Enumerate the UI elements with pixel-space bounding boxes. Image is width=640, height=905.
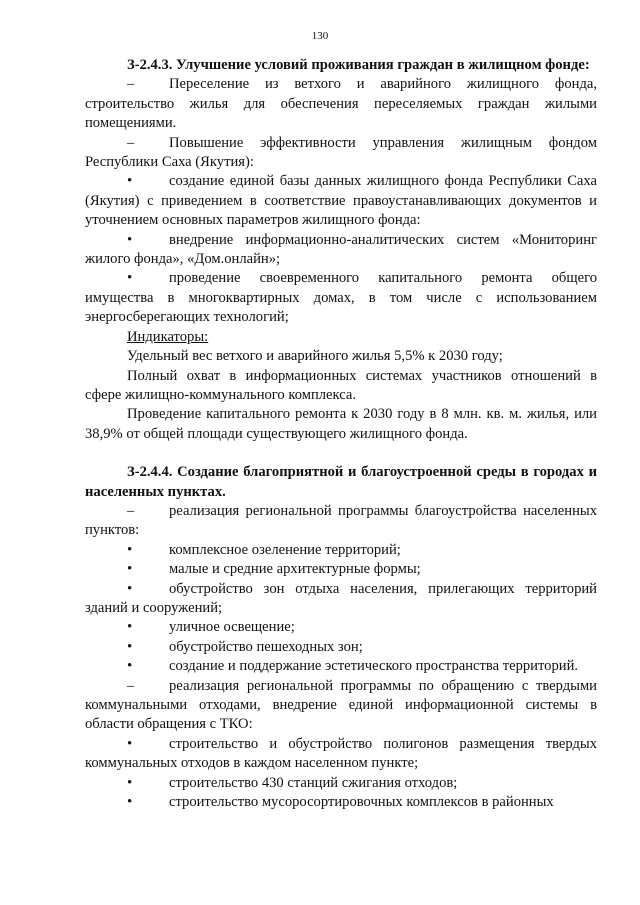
- list-item: •строительство 430 станций сжигания отходов;: [85, 774, 597, 793]
- bullet-icon: [127, 231, 169, 250]
- list-item: –Повышение эффективности управления жилищным фондом Республики Саха (Якутия):: [85, 134, 597, 173]
- bullet-icon: [127, 172, 169, 191]
- bullet-icon: [127, 269, 169, 288]
- list-item: •обустройство зон отдыха населения, прилегающих территорий зданий и сооружений;: [85, 580, 597, 619]
- list-item: •внедрение информационно-аналитических систем «Мониторинг жилого фонда», «Дом.онлайн»;: [85, 231, 597, 270]
- page-number: 130: [311, 30, 329, 42]
- section-heading: З-2.4.4. Создание благоприятной и благоустроенной среды в городах и населенных пунктах.: [85, 464, 597, 500]
- indicator-item: Полный охват в информационных системах участников отношений в сфере жилищно-коммунального комплекса.: [85, 367, 597, 403]
- list-item: •обустройство пешеходных зон;: [85, 638, 597, 657]
- list-item: –реализация региональной программы благоустройства населенных пунктов:: [85, 502, 597, 541]
- dash-marker: [127, 75, 169, 94]
- indicator-item: Проведение капитального ремонта к 2030 году в 8 млн. кв. м. жилья, или 38,9% от общей площади существующего жилищного фонда.: [85, 406, 597, 442]
- bullet-icon: [127, 638, 169, 657]
- dash-marker: [127, 134, 169, 153]
- indicators-title: Индикаторы:: [127, 328, 209, 345]
- list-item: •малые и средние архитектурные формы;: [85, 560, 597, 579]
- page-body: [85, 56, 597, 812]
- bullet-icon: [127, 580, 169, 599]
- list-item: •строительство мусоросортировочных комплексов в районных: [85, 793, 597, 812]
- list-item: •комплексное озеленение территорий;: [85, 541, 597, 560]
- section-heading: З-2.4.3. Улучшение условий проживания граждан в жилищном фонде:: [127, 57, 590, 73]
- bullet-icon: [127, 657, 169, 676]
- bullet-icon: [127, 774, 169, 793]
- list-item: •уличное освещение;: [85, 618, 597, 637]
- section-gap: [85, 444, 597, 463]
- bullet-icon: [127, 735, 169, 754]
- dash-marker: [127, 502, 169, 521]
- list-item: •проведение своевременного капитального ремонта общего имущества в многоквартирных домах, в том числе с использованием энергосберегающих технологий;: [85, 269, 597, 327]
- bullet-icon: [127, 618, 169, 637]
- list-item: –реализация региональной программы по обращению с твердыми коммунальными отходами, внедрение единой информационной системы в области обращения с ТКО:: [85, 677, 597, 735]
- dash-marker: [127, 677, 169, 696]
- indicator-item: Удельный вес ветхого и аварийного жилья 5,5% к 2030 году;: [127, 348, 503, 365]
- list-item: •создание единой базы данных жилищного фонда Республики Саха (Якутия) с приведением в соответствие правоустанавливающих документов и уточнением основных параметров жилищного фонда:: [85, 172, 597, 230]
- bullet-icon: [127, 793, 169, 812]
- bullet-icon: [127, 560, 169, 579]
- bullet-icon: [127, 541, 169, 560]
- list-item: •создание и поддержание эстетического пространства территорий.: [85, 657, 597, 676]
- list-item: •строительство и обустройство полигонов размещения твердых коммунальных отходов в каждом населенном пункте;: [85, 735, 597, 774]
- list-item: –Переселение из ветхого и аварийного жилищного фонда, строительство жилья для обеспечения переселяемых граждан жилыми помещениями.: [85, 75, 597, 133]
